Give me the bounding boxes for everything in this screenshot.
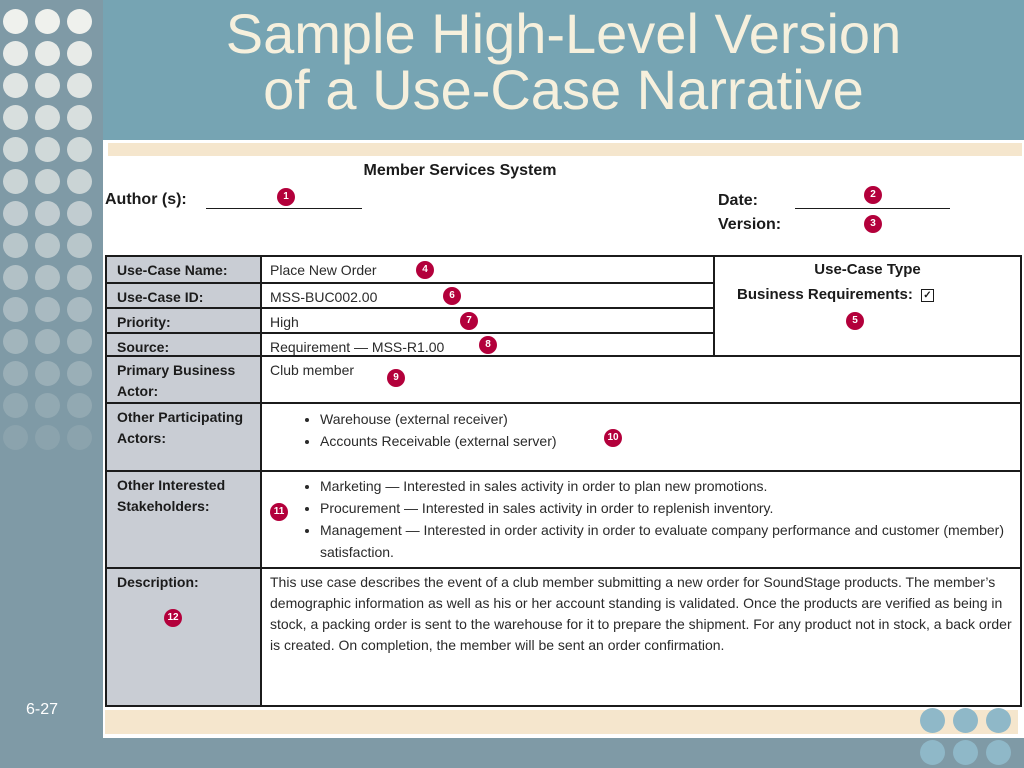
decorative-dot	[67, 9, 92, 34]
decorative-dot	[35, 265, 60, 290]
callout-1: 1	[277, 188, 295, 206]
business-requirements-label: Business Requirements:	[737, 286, 913, 303]
decorative-dot	[920, 708, 945, 733]
decorative-dot	[67, 201, 92, 226]
version-label: Version:	[718, 216, 782, 233]
decorative-dot	[3, 393, 28, 418]
decorative-dot	[3, 361, 28, 386]
priority-label: Priority:	[107, 309, 262, 334]
decorative-dot	[67, 233, 92, 258]
decorative-dot	[35, 361, 60, 386]
decorative-dot	[920, 740, 945, 765]
cream-strip-top	[108, 143, 1022, 156]
use-case-id-text: MSS-BUC002.00	[270, 289, 378, 305]
decorative-dot	[67, 169, 92, 194]
system-title: Member Services System	[363, 162, 557, 179]
decorative-dot	[35, 329, 60, 354]
business-requirements-checkbox[interactable]: ✓	[921, 289, 934, 302]
decorative-dot	[3, 329, 28, 354]
decorative-dot	[986, 708, 1011, 733]
source-label: Source:	[107, 334, 262, 357]
description-label: Description:	[107, 569, 262, 705]
decorative-dot	[35, 425, 60, 450]
other-actors-list	[270, 408, 1012, 452]
decorative-dot	[953, 708, 978, 733]
other-actors-label: Other Participating Actors:	[107, 404, 262, 472]
callout-3: 3	[864, 215, 882, 233]
description-value	[262, 569, 1020, 705]
decorative-dot	[35, 297, 60, 322]
list-item: • Procurement — Interested in sales activity in order to replenish inventory.	[320, 497, 1012, 519]
decorative-dot	[35, 137, 60, 162]
primary-actor-value	[262, 357, 1020, 404]
decorative-dot	[953, 740, 978, 765]
list-item: • Accounts Receivable (external server)	[320, 430, 1012, 452]
callout-8: 8	[479, 336, 497, 354]
stakeholders-list	[270, 475, 1012, 563]
decorative-dot	[3, 169, 28, 194]
description-text: This use case describes the event of a club member submitting a new order for SoundStage products. The member’s demographic information as well as his or her account standing is validated. Once the products are verified as being in stock, a packing order is sent to the warehouse for it to prepare the shipment. For any product not in stock, a back order is created. On completion, the member will be sent an order confirmation.	[270, 574, 1012, 653]
use-case-id-value	[262, 284, 715, 309]
use-case-type-title: Use-Case Type	[814, 261, 921, 278]
decorative-dot	[986, 740, 1011, 765]
decorative-dot	[67, 265, 92, 290]
list-item: • Marketing — Interested in sales activity in order to plan new promotions.	[320, 475, 1012, 497]
decorative-dot	[3, 233, 28, 258]
business-requirements-row	[737, 286, 934, 303]
priority-value	[262, 309, 715, 334]
callout-10: 10	[604, 429, 622, 447]
list-item: • Warehouse (external receiver)	[320, 408, 1012, 430]
decorative-dot	[3, 73, 28, 98]
decorative-dot	[67, 329, 92, 354]
decorative-dot	[35, 105, 60, 130]
decorative-dot	[67, 105, 92, 130]
decorative-dot	[67, 393, 92, 418]
decorative-dot	[3, 201, 28, 226]
decorative-dot	[3, 425, 28, 450]
decorative-dot	[67, 297, 92, 322]
use-case-id-label: Use-Case ID:	[107, 284, 262, 309]
slide-title-line1: Sample High-Level Version	[225, 2, 902, 65]
use-case-type-box	[715, 257, 1020, 357]
primary-actor-text: Club member	[270, 362, 355, 378]
decorative-dot	[3, 297, 28, 322]
callout-12: 12	[164, 609, 182, 627]
callout-2: 2	[864, 186, 882, 204]
source-text: Requirement — MSS-R1.00	[270, 339, 445, 355]
use-case-name-value	[262, 257, 715, 284]
cream-strip-bottom	[105, 710, 1018, 734]
decorative-dot	[3, 137, 28, 162]
slide-title-line2: of a Use-Case Narrative	[263, 58, 864, 121]
decorative-dot	[35, 233, 60, 258]
decorative-dot	[3, 9, 28, 34]
decorative-dot	[3, 41, 28, 66]
use-case-name-label: Use-Case Name:	[107, 257, 262, 284]
callout-7: 7	[460, 312, 478, 330]
decorative-dot	[35, 393, 60, 418]
decorative-dot	[67, 361, 92, 386]
decorative-dot	[35, 73, 60, 98]
date-label: Date:	[718, 192, 759, 209]
use-case-table	[105, 255, 1022, 707]
callout-4: 4	[416, 261, 434, 279]
callout-11: 11	[270, 503, 288, 521]
callout-9: 9	[387, 369, 405, 387]
primary-actor-label: Primary Business Actor:	[107, 357, 262, 404]
decorative-dot	[35, 9, 60, 34]
priority-text: High	[270, 314, 299, 330]
author-label: Author (s):	[105, 191, 187, 208]
stakeholders-value	[262, 472, 1020, 569]
callout-5: 5	[846, 312, 864, 330]
decorative-dot	[3, 105, 28, 130]
decorative-dot	[67, 41, 92, 66]
decorative-dot	[67, 425, 92, 450]
bottom-band	[0, 738, 1024, 768]
author-line	[206, 208, 362, 209]
decorative-dot	[67, 137, 92, 162]
slide-title	[103, 0, 1024, 140]
list-item: • Management — Interested in order activity in order to evaluate company performance and customer (member) satisfaction.	[320, 519, 1012, 563]
decorative-dot	[35, 41, 60, 66]
decorative-dot	[3, 265, 28, 290]
stakeholders-label: Other Interested Stakeholders:	[107, 472, 262, 569]
other-actors-value	[262, 404, 1020, 472]
use-case-document	[105, 156, 1022, 707]
use-case-name-text: Place New Order	[270, 262, 377, 278]
decorative-dot	[35, 169, 60, 194]
decorative-dot	[67, 73, 92, 98]
slide-number: 6-27	[26, 701, 59, 718]
date-line	[795, 208, 950, 209]
callout-6: 6	[443, 287, 461, 305]
decorative-dot	[35, 201, 60, 226]
